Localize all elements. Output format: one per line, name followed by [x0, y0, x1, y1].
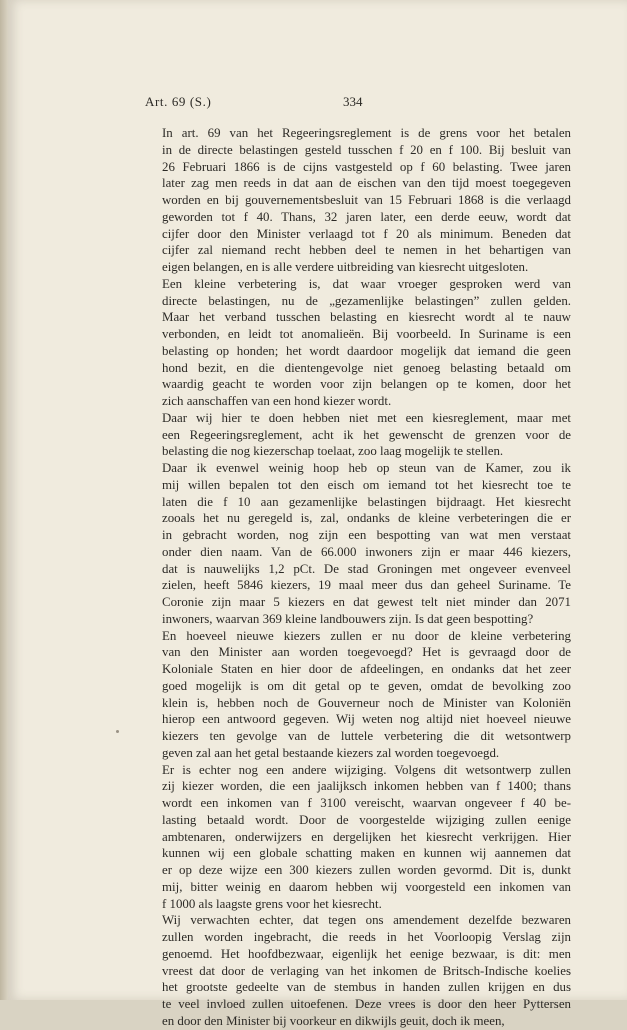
text-line: Wij verwachten echter, dat tegen ons amendement dezelfde bezwaren	[162, 913, 571, 928]
paragraph	[145, 410, 571, 460]
text-line: geven zal aan het getal bestaande kiezers zal worden toegevoegd.	[162, 745, 500, 760]
text-line: klein is, hebben noch de Gouverneur noch de Minister van Koloniën	[162, 695, 571, 710]
text-line: In art. 69 van het Regeeringsreglement is de grens voor het betalen	[162, 126, 571, 140]
text-line: eigen belangen, en is alle verdere uitbreiding van kiesrecht uitgesloten.	[162, 260, 529, 274]
text-line: genoemd. Het hoofdbezwaar, eigenlijk het eenige bezwaar, is dit: men	[162, 946, 571, 961]
text-line: te veel invloed zullen uitoefenen. Deze vrees is door den heer Pyttersen	[162, 997, 571, 1011]
text-line: directe belastingen, nu de „gezamenlijke belastingen” zullen gelden.	[162, 293, 571, 308]
book-spine-shadow	[0, 0, 8, 1000]
text-line: waardig geacht te worden voor zijn belangen op te komen, door het	[162, 377, 571, 392]
text-line: f 1000 als laagste grens voor het kiesrecht.	[162, 896, 382, 911]
text-line: in gebracht worden, nog zijn een bespotting van wat men verstaat	[162, 528, 571, 542]
text-line: vreest dat door de verlaging van het inkomen de Britsch-Indische koelies	[162, 963, 571, 978]
text-line: mij, bitter weinig en daarom hebben wij voorgesteld een inkomen van	[162, 879, 571, 894]
text-line: er op deze wijze een 300 kiezers zullen worden gevormd. Dit is, dunkt	[162, 863, 571, 877]
text-line: in de directe belastingen gesteld tusschen f 20 en f 100. Bij besluit van	[162, 142, 571, 157]
text-line: een Regeeringsreglement, acht ik het gewenscht de grenzen voor de	[162, 427, 571, 442]
text-line: Coronie zijn maar 5 kiezers en dat gewest telt niet minder dan 2071	[162, 595, 571, 609]
text-line: kiezers ten gevolge van de luttele verbetering die dit wetsontwerp	[162, 729, 571, 743]
text-line: goed mogelijk is om dit getal op te geven, omdat de bevolking zoo	[162, 678, 571, 693]
text-line: later zag men reeds in dat aan de eischen van den tijd moest toegegeven	[162, 176, 571, 191]
text-line: kunnen wij een globale schatting maken en kunnen wij aannemen dat	[162, 846, 571, 861]
text-line: van den Minister aan worden toegevoegd? Het is gevraagd door de	[162, 645, 571, 660]
text-line: worden en bij gouvernementsbesluit van 15 Februari 1868 is die verlaagd	[162, 193, 571, 207]
text-line: lasting betaald wordt. Door de voorgestelde wijziging zullen eenige	[162, 812, 571, 827]
text-line: Een kleine verbetering is, dat waar vroeger gesproken werd van	[162, 276, 571, 291]
text-line: cijfer zal niemand recht hebben deel te nemen in het behartigen van	[162, 243, 571, 258]
text-line: Daar ik evenwel weinig hoop heb op steun van de Kamer, zou ik	[162, 461, 571, 475]
text-line: mij willen bepalen tot den eisch om iemand tot het kiesrecht toe te	[162, 477, 571, 492]
text-line: het grootste gedeelte van de stembus in handen zullen krijgen en dus	[162, 980, 571, 995]
text-line: 26 Februari 1866 is de cijns vastgesteld op f 60 belasting. Twee jaren	[162, 159, 571, 174]
text-line: zielen, heeft 5846 kiezers, 19 maal meer dus dan geheel Suriname. Te	[162, 578, 571, 593]
text-line: belasting op honden; het wordt daardoor mogelijk dat iemand die geen	[162, 343, 571, 358]
text-line: en door den Minister bij voorkeur en dikwijls geuit, doch ik meen,	[162, 1013, 505, 1028]
text-line: zij kiezer worden, die een jaalijksch inkomen hebben van f 1400; thans	[162, 779, 571, 794]
paragraph	[145, 912, 571, 1029]
text-line: verbonden, en leidt tot anomalieën. Bij voorbeeld. In Suriname is een	[162, 327, 571, 341]
text-line: wordt een inkomen van f 3100 vereischt, waarvan ongeveer f 40 be-	[162, 796, 571, 810]
paragraph	[145, 628, 571, 762]
text-line: onder dien naam. Van de 66.000 inwoners zijn er maar 446 kiezers,	[162, 544, 571, 559]
article-reference: Art. 69 (S.)	[145, 94, 212, 109]
text-line: zooals het nu geregeld is, zal, ondanks de kleine verbeteringen die er	[162, 511, 571, 526]
text-line: belasting die nog kiezerschap toelaat, zoo laag mogelijk te stellen.	[162, 444, 504, 459]
text-line: Koloniale Staten en hier door de afdeelingen, en ondanks dat het zeer	[162, 662, 571, 676]
text-line: dat is nauwelijks 1,2 pCt. De stad Groningen met ongeveer evenveel	[162, 561, 571, 576]
paragraph	[145, 125, 571, 276]
text-line: ambtenaren, onderwijzers en dergelijken het kiesrecht verkrijgen. Hier	[162, 829, 571, 844]
page-number: 334	[343, 94, 363, 109]
text-line: Maar het verband tusschen belasting en kiesrecht wordt al te nauw	[162, 310, 571, 325]
text-line: zullen worden ingebracht, die reeds in het Voorloopig Verslag zijn	[162, 930, 571, 944]
text-line: hierop een antwoord gegeven. Wij weten nog altijd niet hoeveel nieuwe	[162, 712, 571, 727]
text-line: inwoners, waarvan 369 kleine landbouwers zijn. Is dat geen bespotting?	[162, 611, 534, 626]
paragraph	[145, 762, 571, 913]
paper-speck	[116, 730, 119, 733]
paragraph	[145, 460, 571, 628]
text-line: hond bezit, en die dientengevolge niet genoeg belasting betaald om	[162, 360, 571, 375]
paragraph	[145, 276, 571, 410]
text-line: laten die f 10 aan gezamenlijke belastingen bijdraagt. Het kiesrecht	[162, 494, 571, 509]
text-line: zich aanschaffen van een hond kiezer wordt.	[162, 394, 392, 408]
text-line: En hoeveel nieuwe kiezers zullen er nu door de kleine verbetering	[162, 628, 571, 643]
text-line: Daar wij hier te doen hebben niet met een kiesreglement, maar met	[162, 410, 571, 425]
body-text	[145, 125, 571, 1030]
text-line: geworden tot f 40. Thans, 32 jaren later, een derde eeuw, wordt dat	[162, 209, 571, 224]
text-line: cijfer door den Minister verlaagd tot f 20 als minimum. Beneden dat	[162, 226, 571, 241]
running-header	[145, 94, 571, 112]
text-line: Er is echter nog een andere wijziging. Volgens dit wetsontwerp zullen	[162, 762, 571, 777]
